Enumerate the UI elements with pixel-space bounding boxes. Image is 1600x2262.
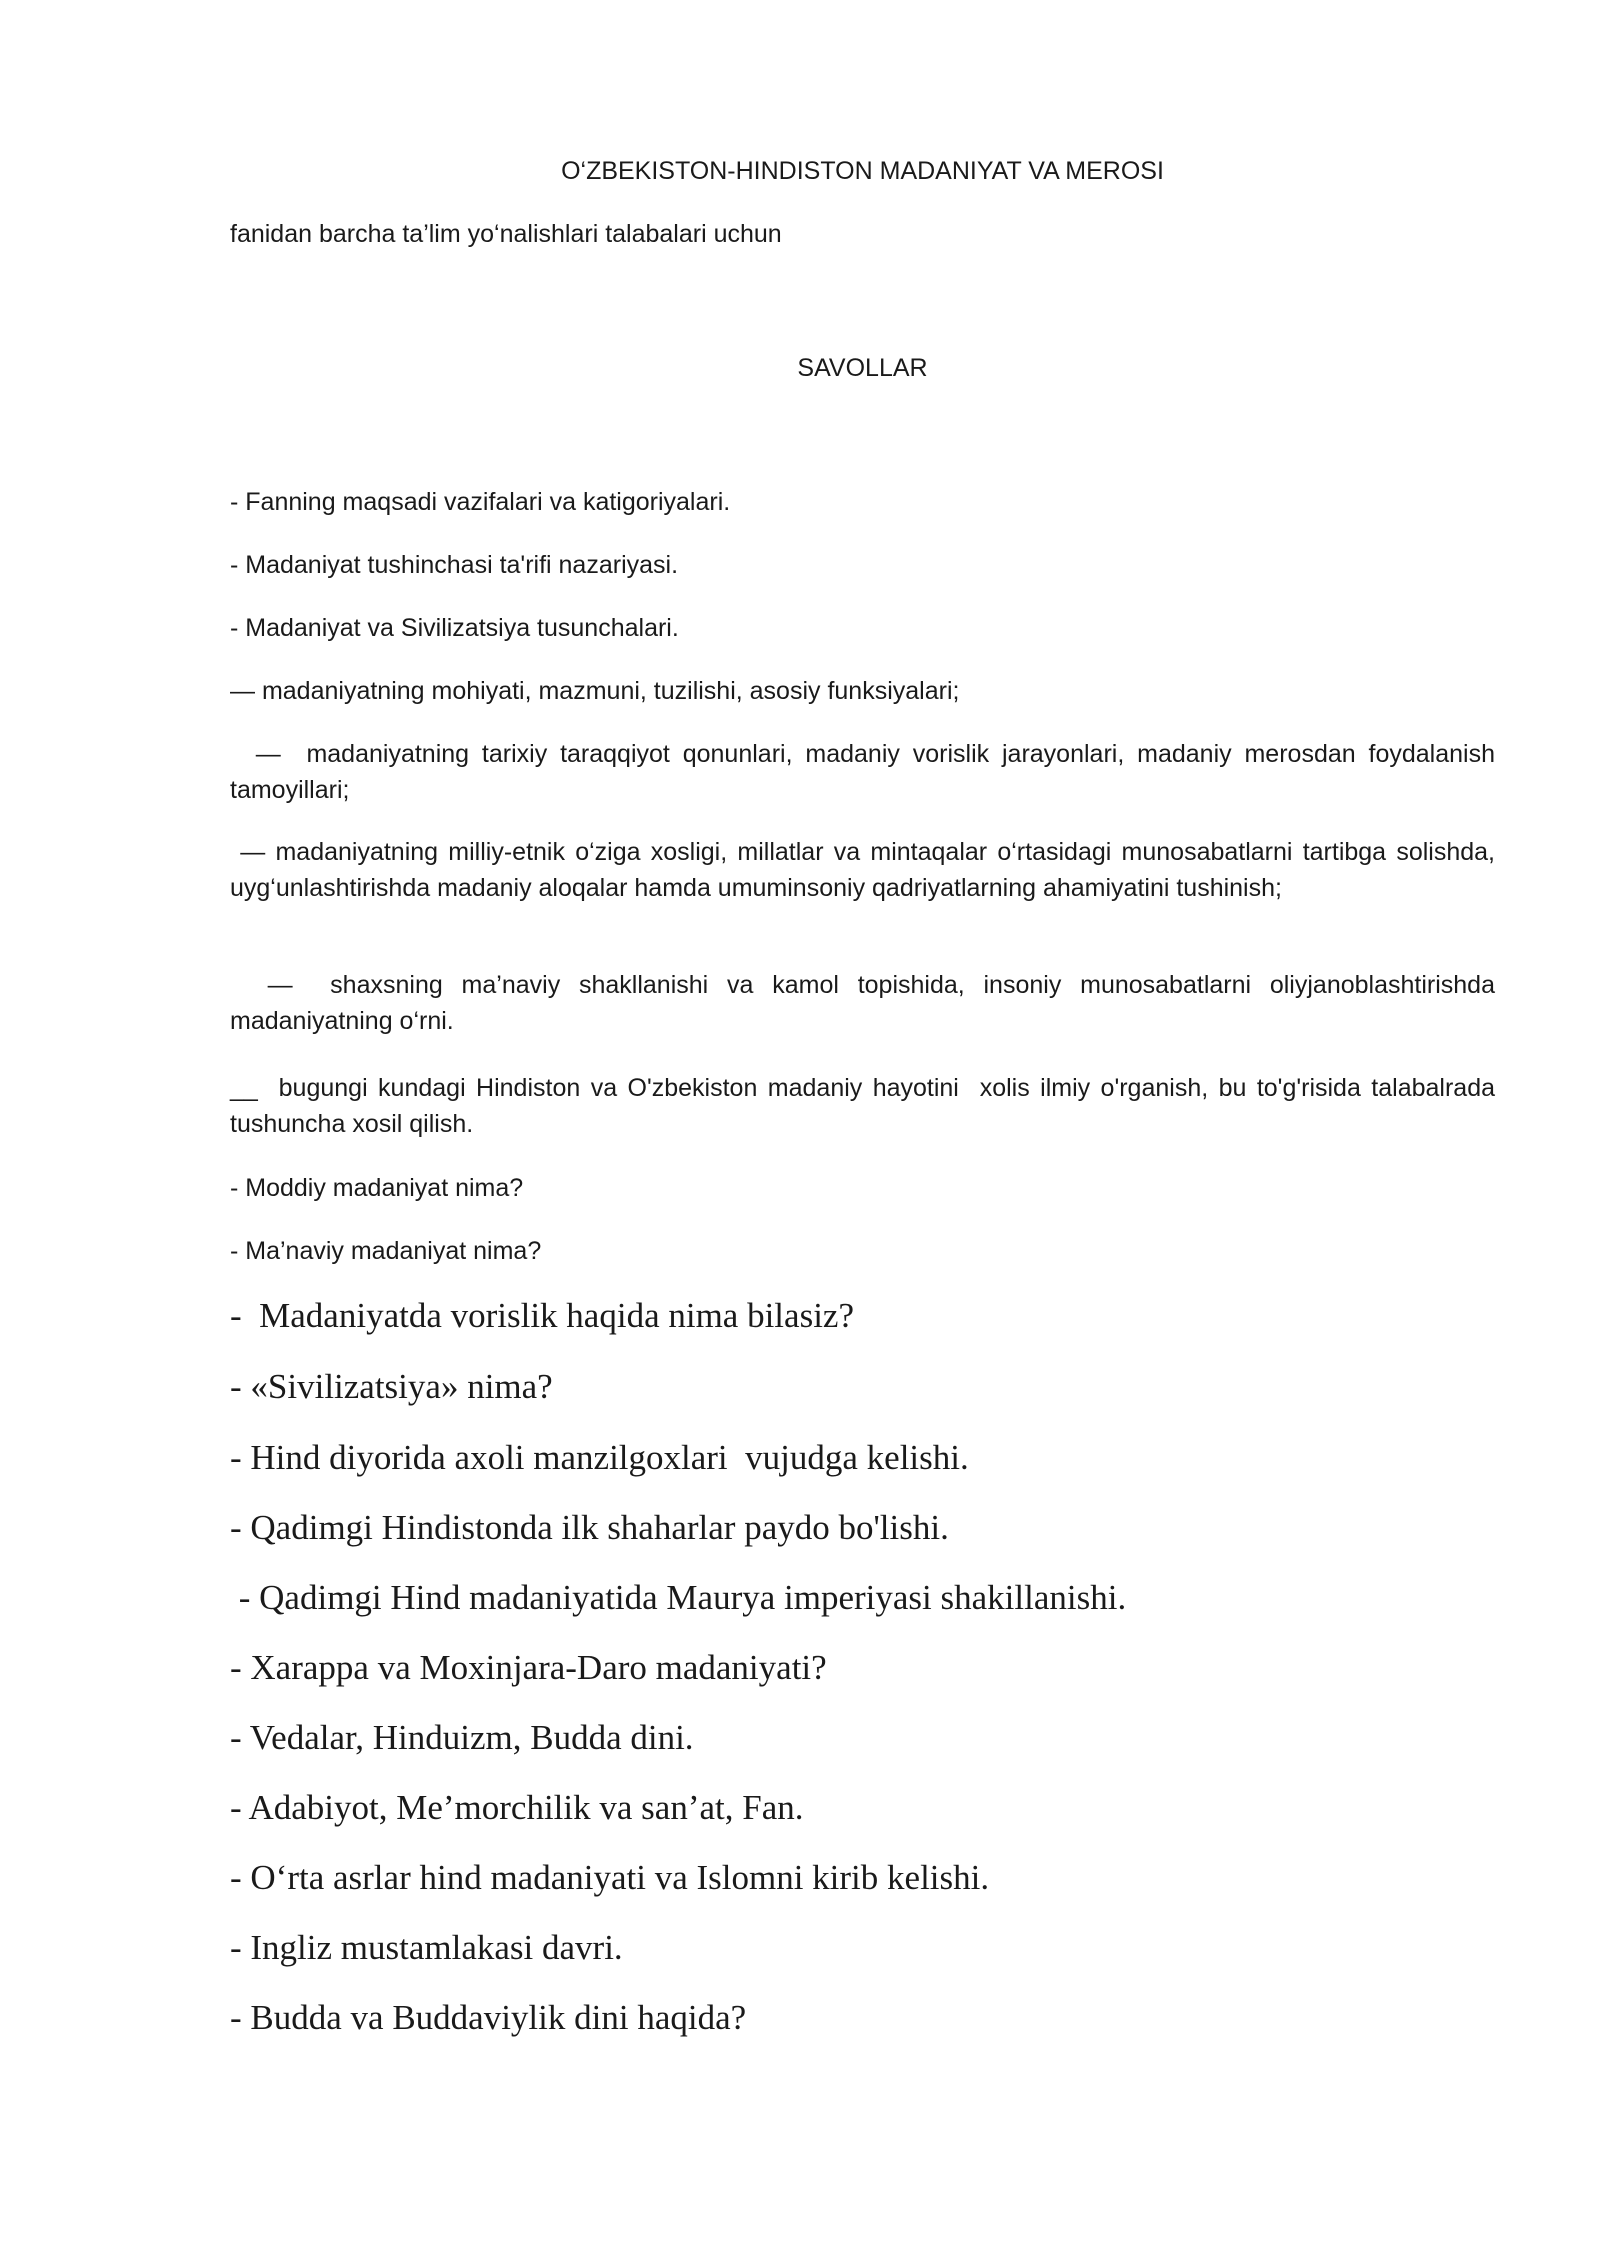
list-item: __ bugungi kundagi Hindiston va O'zbekiston madaniy hayotini xolis ilmiy o'rganish, bu to'g'risida talabalrada tushuncha xosil qilish. [230, 1074, 1502, 1138]
list-item: - Qadimgi Hindistonda ilk shaharlar paydo bo'lishi. [230, 1508, 949, 1547]
list-item: - O‘rta asrlar hind madaniyati va Islomni kirib kelishi. [230, 1858, 990, 1897]
list-item: - Fanning maqsadi vazifalari va katigoriyalari. [230, 488, 731, 516]
list-item: — madaniyatning tarixiy taraqqiyot qonunlari, madaniy vorislik jarayonlari, madaniy merosdan foydalanish tamoyillari; [230, 740, 1502, 804]
list-item: — shaxsning ma’naviy shakllanishi va kamol topishida, insoniy munosabatlarni oliyjanoblashtirishda madaniyatning o‘rni. [230, 971, 1502, 1035]
document-title: O‘ZBEKISTON-HINDISTON MADANIYAT VA MEROSI [561, 157, 1164, 185]
list-item: - Madaniyat tushinchasi ta'rifi nazariyasi. [230, 551, 679, 579]
list-item: - Ingliz mustamlakasi davri. [230, 1928, 623, 1967]
section-heading: SAVOLLAR [797, 354, 928, 382]
list-item: - Moddiy madaniyat nima? [230, 1174, 524, 1202]
list-item: - Madaniyatda vorislik haqida nima bilasiz? [230, 1296, 854, 1335]
list-item: - Vedalar, Hinduizm, Budda dini. [230, 1718, 694, 1757]
list-item: - Xarappa va Moxinjara-Daro madaniyati? [230, 1648, 827, 1687]
list-item: — madaniyatning mohiyati, mazmuni, tuzilishi, asosiy funksiyalari; [230, 677, 960, 705]
list-item: - Hind diyorida axoli manzilgoxlari vujudga kelishi. [230, 1438, 969, 1477]
list-item: - Ma’naviy madaniyat nima? [230, 1237, 542, 1265]
list-item: - Qadimgi Hind madaniyatida Maurya imperiyasi shakillanishi. [230, 1578, 1127, 1617]
list-item: - Madaniyat va Sivilizatsiya tusunchalari. [230, 614, 679, 642]
document-subtitle: fanidan barcha ta’lim yo‘nalishlari talabalari uchun [230, 220, 782, 248]
list-item: - Budda va Buddaviylik dini haqida? [230, 1998, 747, 2037]
list-item: — madaniyatning milliy-etnik o‘ziga xosligi, millatlar va mintaqalar o‘rtasidagi munosabatlarni tartibga solishda, uyg‘unlashtirishda madaniy aloqalar hamda umuminsoniy qadriyatlarning ahamiyatini tushinish; [230, 838, 1502, 902]
list-item: - «Sivilizatsiya» nima? [230, 1367, 553, 1406]
list-item: - Adabiyot, Me’morchilik va san’at, Fan. [230, 1788, 804, 1827]
